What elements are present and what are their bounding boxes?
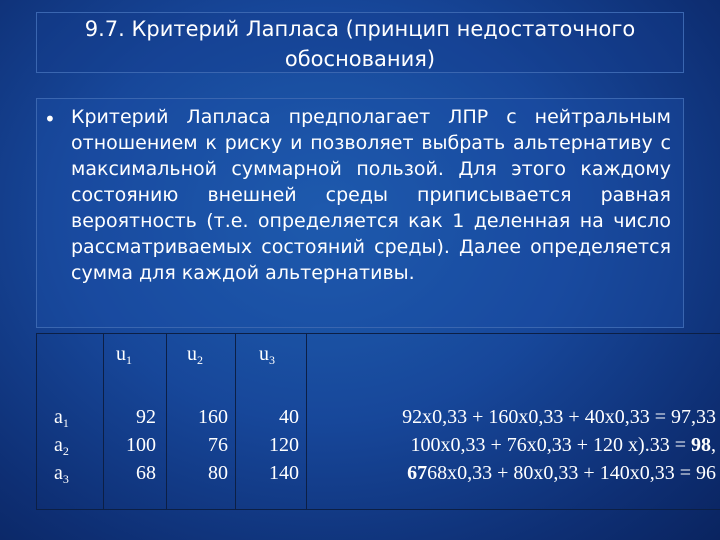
column-header-u1: $u_1$ (116, 343, 132, 367)
column-header-u3: $u_3$ (259, 343, 275, 367)
row-label-a1: $a_1$ (54, 406, 69, 430)
column-u1-values (108, 403, 156, 487)
table-divider (235, 333, 236, 510)
table-cell: 76 (208, 434, 228, 456)
column-u3-values (240, 403, 299, 487)
table-divider (166, 333, 167, 510)
body-text: Критерий Лапласа предполагает ЛПР с нейтральным отношением к риску и позволяет выбрать альтернативу с максимальной суммарной пользой. Для этого каждому состоянию внешней среды приписывается равная вероятность (т.е. определяется как 1 деленная на число рассматриваемых состояний среды). Далее определяется сумма для каждой альтернативы. (71, 106, 671, 284)
column-header-u2: $u_2$ (187, 343, 203, 367)
slide-title: 9.7. Критерий Лапласа (принцип недостаточного обоснования) (36, 12, 684, 73)
table-cell: 100 (126, 434, 156, 456)
table-cell: 80 (208, 462, 228, 484)
table-cell: 92 (136, 406, 156, 428)
row-label-a2: $a_2$ (54, 434, 69, 458)
table-cell: 68 (136, 462, 156, 484)
table-divider (306, 333, 307, 510)
row-labels (54, 403, 69, 487)
column-u2-values (170, 403, 228, 487)
table-cell: 160 (198, 406, 228, 428)
table-cell: 140 (269, 462, 299, 484)
table-divider (103, 333, 104, 510)
calculation-row: 100x0,33 + 76x0,33 + 120 x).33 = 98, (410, 434, 716, 456)
calculation-column (326, 403, 716, 487)
calculation-row: 92x0,33 + 160x0,33 + 40x0,33 = 97,33 (402, 406, 716, 428)
row-label-a3: $a_3$ (54, 462, 69, 486)
table-cell: 40 (279, 406, 299, 428)
calculation-row: 6768x0,33 + 80x0,33 + 140x0,33 = 96 (407, 462, 716, 484)
bullet-icon: • (44, 107, 56, 131)
table-cell: 120 (269, 434, 299, 456)
